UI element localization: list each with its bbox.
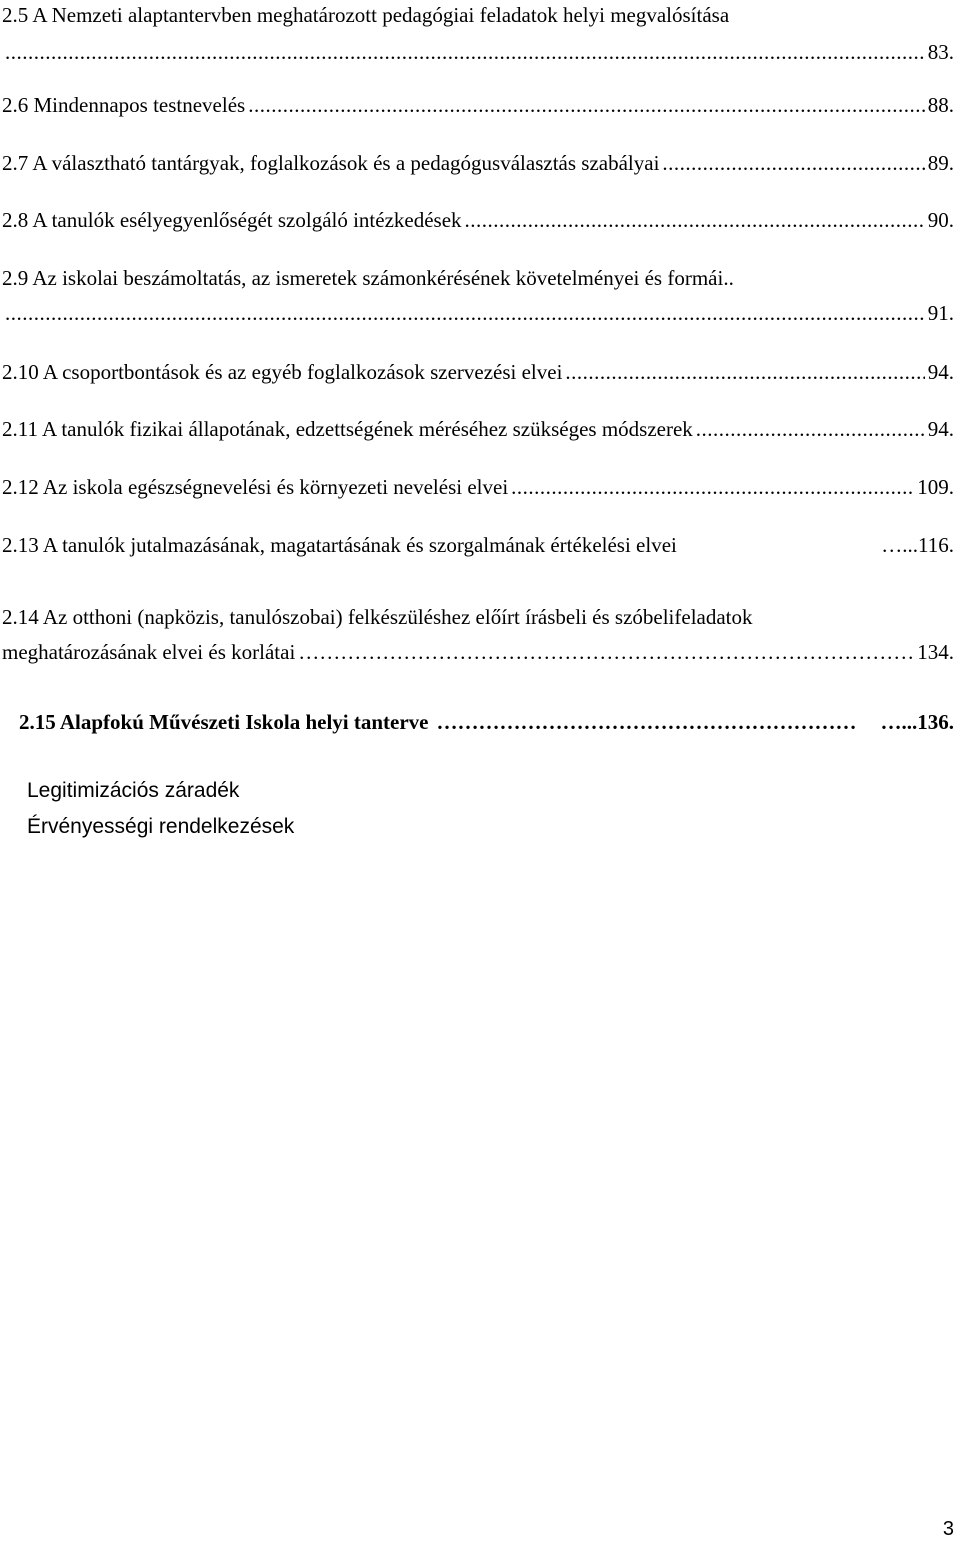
toc-page-number: 94.	[927, 417, 954, 441]
validity-provisions-item[interactable]: Érvényességi rendelkezések	[27, 815, 295, 838]
toc-entry-text: 2.8 A tanulók esélyegyenlőségét szolgáló intézkedések	[2, 208, 462, 232]
page-number: 3	[942, 1518, 954, 1540]
toc-page-number: …...136.	[880, 710, 954, 734]
toc-page-number: 90.	[927, 208, 954, 232]
toc-entry-2-8[interactable]	[2, 205, 954, 235]
toc-entry-2-5-leader-line[interactable]	[2, 37, 954, 67]
toc-entry-text: 2.11 A tanulók fizikai állapotának, edzettségének méréséhez szükséges módszerek	[2, 417, 693, 441]
dot-leader	[465, 205, 925, 235]
toc-page-number: 83.	[927, 40, 954, 64]
toc-entry-2-9-title[interactable]: 2.9 Az iskolai beszámoltatás, az ismeretek számonkérésének követelményei és formái..	[2, 266, 734, 290]
dot-leader	[696, 414, 925, 444]
toc-entry-2-15[interactable]	[19, 707, 954, 737]
toc-page-number: 88.	[927, 93, 954, 117]
toc-entry-text: 2.7 A választható tantárgyak, foglalkozások és a pedagógusválasztás szabályai	[2, 151, 660, 175]
dot-leader	[5, 298, 925, 328]
toc-entry-2-14-leader-line[interactable]	[2, 637, 954, 667]
legitimization-clause-item[interactable]: Legitimizációs záradék	[27, 779, 240, 802]
toc-entry-text: 2.15 Alapfokú Művészeti Iskola helyi tanterve	[19, 710, 429, 734]
toc-page-number: 89.	[927, 151, 954, 175]
toc-entry-2-6[interactable]	[2, 90, 954, 120]
dot-leader	[5, 37, 925, 67]
toc-entry-text: 2.13 A tanulók jutalmazásának, magatartásának és szorgalmának értékelési elvei	[2, 533, 677, 557]
toc-page-number: 134.	[917, 640, 954, 664]
toc-entry-text: 2.12 Az iskola egészségnevelési és környezeti nevelési elvei	[2, 475, 509, 499]
toc-entry-2-12[interactable]	[2, 472, 954, 502]
toc-page-number: …...116.	[881, 533, 954, 557]
toc-entry-2-13[interactable]	[2, 530, 954, 560]
toc-entry-2-9-leader-line[interactable]	[2, 298, 954, 328]
dot-leader	[298, 637, 914, 667]
dot-leader	[662, 148, 924, 178]
toc-page-number: 94.	[927, 360, 954, 384]
dot-leader	[248, 90, 925, 120]
dot-leader	[565, 357, 924, 387]
toc-entry-2-10[interactable]	[2, 357, 954, 387]
toc-entry-2-5-title[interactable]: 2.5 A Nemzeti alaptantervben meghatározott pedagógiai feladatok helyi megvalósítása	[2, 3, 730, 27]
toc-entry-2-7[interactable]	[2, 148, 954, 178]
toc-entry-2-11[interactable]	[2, 414, 954, 444]
toc-page-number: 109.	[917, 475, 954, 499]
dot-leader	[511, 472, 914, 502]
toc-entry-2-14-title[interactable]: 2.14 Az otthoni (napközis, tanulószobai) felkészüléshez előírt írásbeli és szóbelifeladatok	[2, 605, 753, 629]
spacer	[677, 530, 881, 560]
dot-leader: ……………………………………………………	[436, 710, 857, 734]
toc-entry-text: 2.10 A csoportbontások és az egyéb foglalkozások szervezési elvei	[2, 360, 563, 384]
toc-entry-text: meghatározásának elvei és korlátai	[2, 640, 296, 664]
toc-entry-text: 2.6 Mindennapos testnevelés	[2, 93, 246, 117]
toc-page-number: 91.	[927, 301, 954, 325]
